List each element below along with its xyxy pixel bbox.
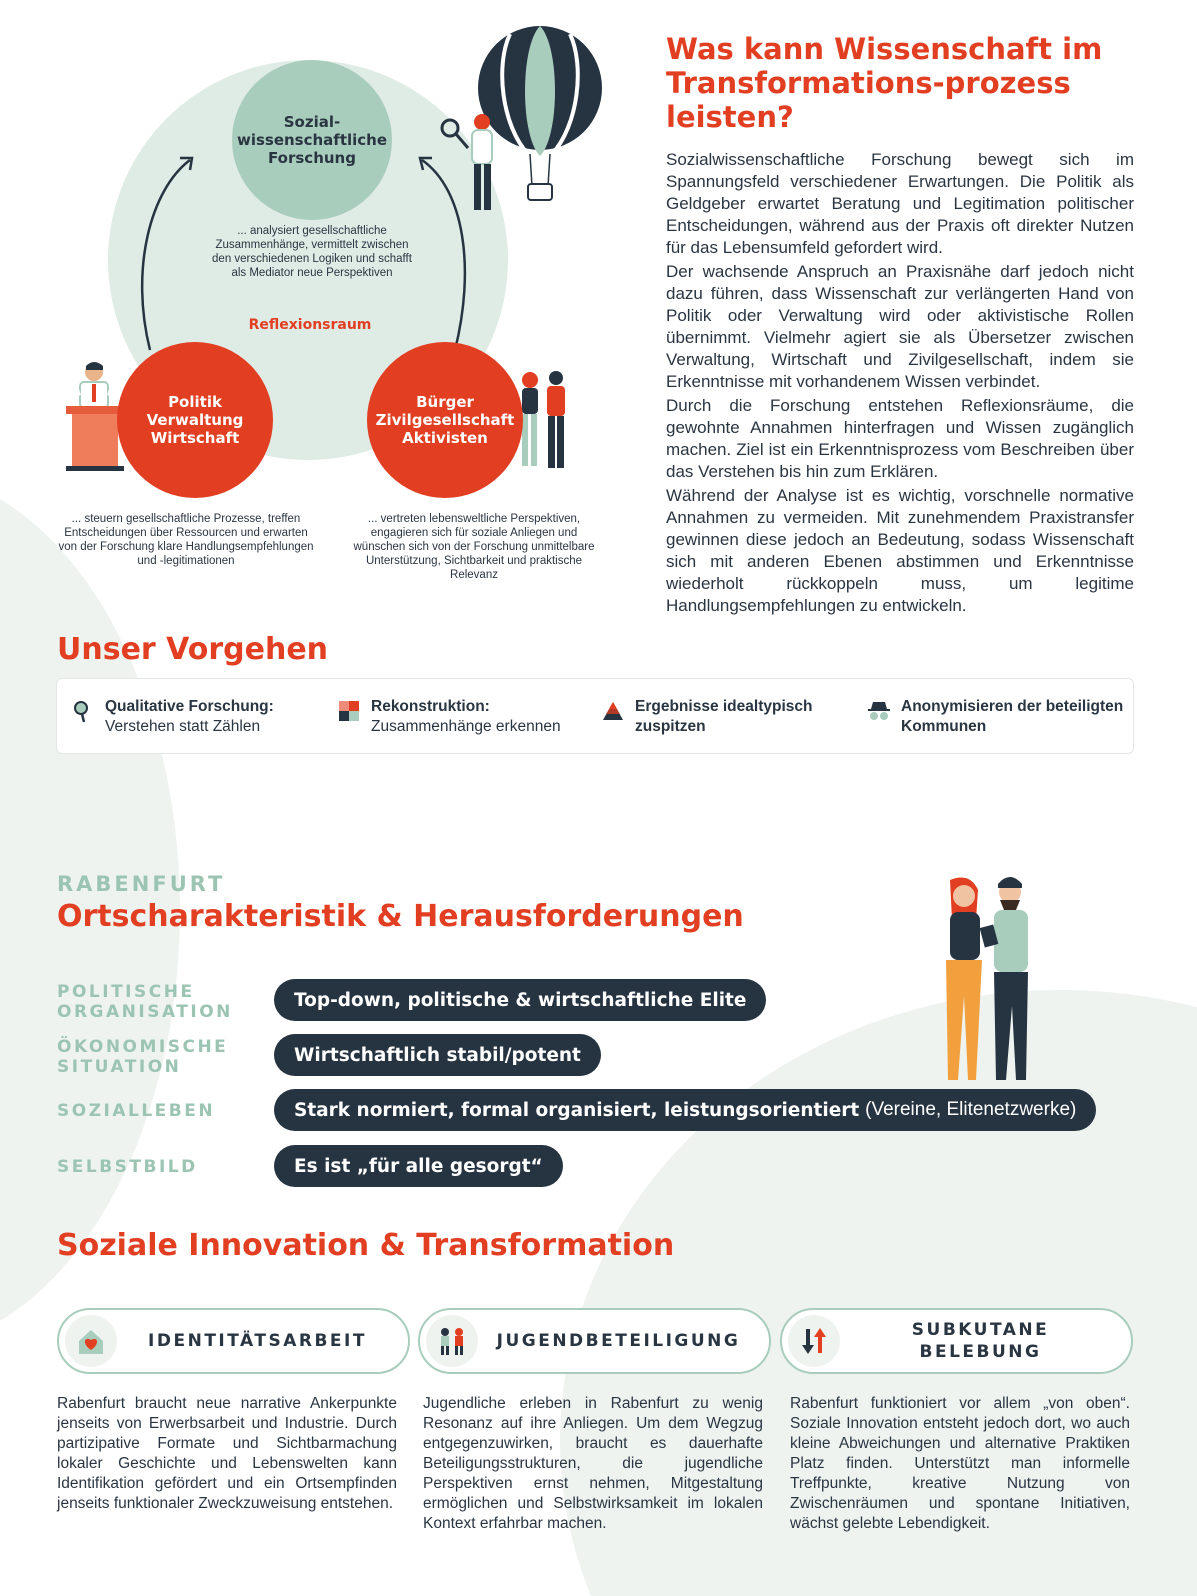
incognito-icon bbox=[867, 699, 891, 723]
pyramid-icon bbox=[601, 699, 625, 723]
rabenfurt-kicker: RABENFURT bbox=[57, 872, 226, 896]
intro-title: Was kann Wissenschaft im Transformations-prozess leisten? bbox=[666, 32, 1103, 134]
card-subcutaneous bbox=[780, 1308, 1133, 1374]
row-pill-social bbox=[274, 1089, 1096, 1131]
method-item bbox=[601, 697, 841, 737]
intro-paragraph: Durch die Forschung entstehen Reflexionsräume, die gewohnte Annahmen hinterfragen und Wissen zugänglich machen. Ziel ist ein Erkenntnisprozess vom Beschreiben über das Verstehen bis hin zum Erklären. bbox=[666, 396, 1134, 481]
pill-value: Top-down, politische & wirtschaftliche Elite bbox=[294, 989, 747, 1011]
research-circle-label: Sozial- wissenschaftliche Forschung bbox=[236, 113, 388, 167]
methods-box bbox=[56, 678, 1134, 754]
research-description: ... analysiert gesellschaftliche Zusammenhänge, vermittelt zwischen den verschiedenen Logiken und schafft als Mediator neue Perspektiven bbox=[212, 225, 412, 279]
magnifier-icon bbox=[71, 699, 95, 723]
citizens-description: ... vertreten lebensweltliche Perspektiven, engagieren sich für soziale Anliegen und wünschen sich von der Forschung unmittelbare Unterstützung, Sichtbarkeit und praktische Relevanz bbox=[353, 513, 595, 581]
arrow-left-curve bbox=[142, 160, 190, 350]
citizens-circle bbox=[367, 342, 523, 498]
intro-paragraph: Sozialwissenschaftliche Forschung bewegt sich im Spannungsfeld verschiedener Erwartungen. Die Politik als Geldgeber erwartet Beratung und Legitimation politischer Entscheidungen, während aus der Praxis oft direkter Nutzen für das Lebensumfeld gefordert wird. bbox=[666, 150, 1134, 257]
pill-value: Wirtschaftlich stabil/potent bbox=[294, 1044, 581, 1066]
hot-air-balloon-illustration bbox=[440, 26, 610, 226]
innovation-title: Soziale Innovation & Transformation bbox=[57, 1228, 675, 1263]
intro-paragraph: Während der Analyse ist es wichtig, vorschnelle normative Annahmen zu vermeiden. Mit zunehmendem Praxistransfer gewinnen diese jedoch an Bedeutung, sodass Wissenschaft sich mit anderen Ebenen abstimmen und Erkenntnisse wiederholt rückkoppeln muss, um legitime Handlungsempfehlungen zu entwickeln. bbox=[666, 486, 1134, 615]
politics-circle-label: Politik Verwaltung Wirtschaft bbox=[146, 393, 244, 447]
card-youth bbox=[418, 1308, 771, 1374]
rabenfurt-title: Ortscharakteristik & Herausforderungen bbox=[57, 899, 744, 934]
pill-extra: (Vereine, Elitenetzwerke) bbox=[865, 1099, 1077, 1120]
method-item bbox=[337, 697, 577, 737]
pill-value: Es ist „für alle gesorgt“ bbox=[294, 1155, 543, 1177]
method-bold: Ergebnisse idealtypisch zuspitzen bbox=[635, 698, 813, 735]
method-text: Verstehen statt Zählen bbox=[105, 718, 261, 735]
card-text: Rabenfurt funktioniert vor allem „von oben“. Soziale Innovation entsteht jedoch dort, wo auch kleine Abweichungen und alternative Praktiken Platz finden. Unterstützt man informelle Treffpunkte, kreative Nutzung von Zwischenräumen und spontane Initiativen, wächst gelebte Lebendigkeit. bbox=[790, 1395, 1130, 1532]
card-text: Rabenfurt braucht neue narrative Ankerpunkte jenseits von Erwerbsarbeit und Industrie. Durch partizipative Formate und Sichtbarmachung lokaler Geschichte und Lebenswelten kann Identifikation gefördert und ein Ortsempfinden jenseits funktionaler Zweckzuweisung entstehen. bbox=[57, 1395, 397, 1512]
method-bold: Qualitative Forschung: bbox=[105, 698, 274, 715]
heart-house-icon bbox=[65, 1315, 117, 1367]
row-label-political: POLITISCHE ORGANISATION bbox=[57, 982, 233, 1022]
row-label-economic: ÖKONOMISCHE SITUATION bbox=[57, 1037, 229, 1077]
vorgehen-title: Unser Vorgehen bbox=[57, 632, 329, 667]
card-identity bbox=[57, 1308, 410, 1374]
youth-icon bbox=[426, 1315, 478, 1367]
two-people-illustration bbox=[930, 876, 1050, 1082]
row-label-social: SOZIALLEBEN bbox=[57, 1101, 216, 1121]
card-title: JUGENDBETEILIGUNG bbox=[496, 1331, 741, 1351]
intro-paragraph: Der wachsende Anspruch an Praxisnähe darf jedoch nicht dazu führen, dass Wissenschaft zur verlängerten Hand von Politik oder Verwaltung wird oder aktivistische Rollen übernimmt. Vielmehr agiert sie als Übersetzer zwischen Verwaltung, Wirtschaft und Zivilgesellschaft, indem sie Erkenntnisse mit vorhandenem Wissen verbindet. bbox=[666, 262, 1134, 391]
method-text: Zusammenhänge erkennen bbox=[371, 718, 561, 735]
method-bold: Rekonstruktion: bbox=[371, 698, 490, 715]
row-pill-selfimage bbox=[274, 1145, 563, 1187]
citizens-circle-label: Bürger Zivilgesellschaft Aktivisten bbox=[375, 393, 515, 447]
pill-value: Stark normiert, formal organisiert, leistungsorientiert bbox=[294, 1099, 860, 1121]
card-text: Jugendliche erleben in Rabenfurt zu wenig Resonanz auf ihre Anliegen. Um dem Wegzug entgegenzuwirken, braucht es dauerhafte Beteiligungsstrukturen, die jugendliche Perspektiven ernst nehmen, Mitgestaltung ermöglichen und Selbstwirksamkeit im lokalen Kontext erfahrbar machen. bbox=[423, 1395, 763, 1532]
puzzle-icon bbox=[337, 699, 361, 723]
reflexionsraum-label: Reflexionsraum bbox=[248, 317, 372, 333]
up-down-arrows-icon bbox=[788, 1315, 840, 1367]
card-title: IDENTITÄTSARBEIT bbox=[148, 1331, 367, 1351]
intro-body bbox=[666, 149, 1134, 619]
row-label-selfimage: SELBSTBILD bbox=[57, 1157, 198, 1177]
research-circle bbox=[232, 60, 392, 220]
row-pill-economic bbox=[274, 1034, 601, 1076]
politics-circle bbox=[117, 342, 273, 498]
method-item bbox=[867, 697, 1127, 737]
card-title: SUBKUTANE BELEBUNG bbox=[911, 1320, 1050, 1362]
row-pill-political bbox=[274, 979, 766, 1021]
method-item bbox=[71, 697, 291, 737]
method-bold: Anonymisieren der beteiligten Kommunen bbox=[901, 698, 1124, 735]
politics-description: ... steuern gesellschaftliche Prozesse, treffen Entscheidungen über Ressourcen und erwarten von der Forschung klare Handlungsempfehlungen und -legitimationen bbox=[58, 513, 314, 567]
